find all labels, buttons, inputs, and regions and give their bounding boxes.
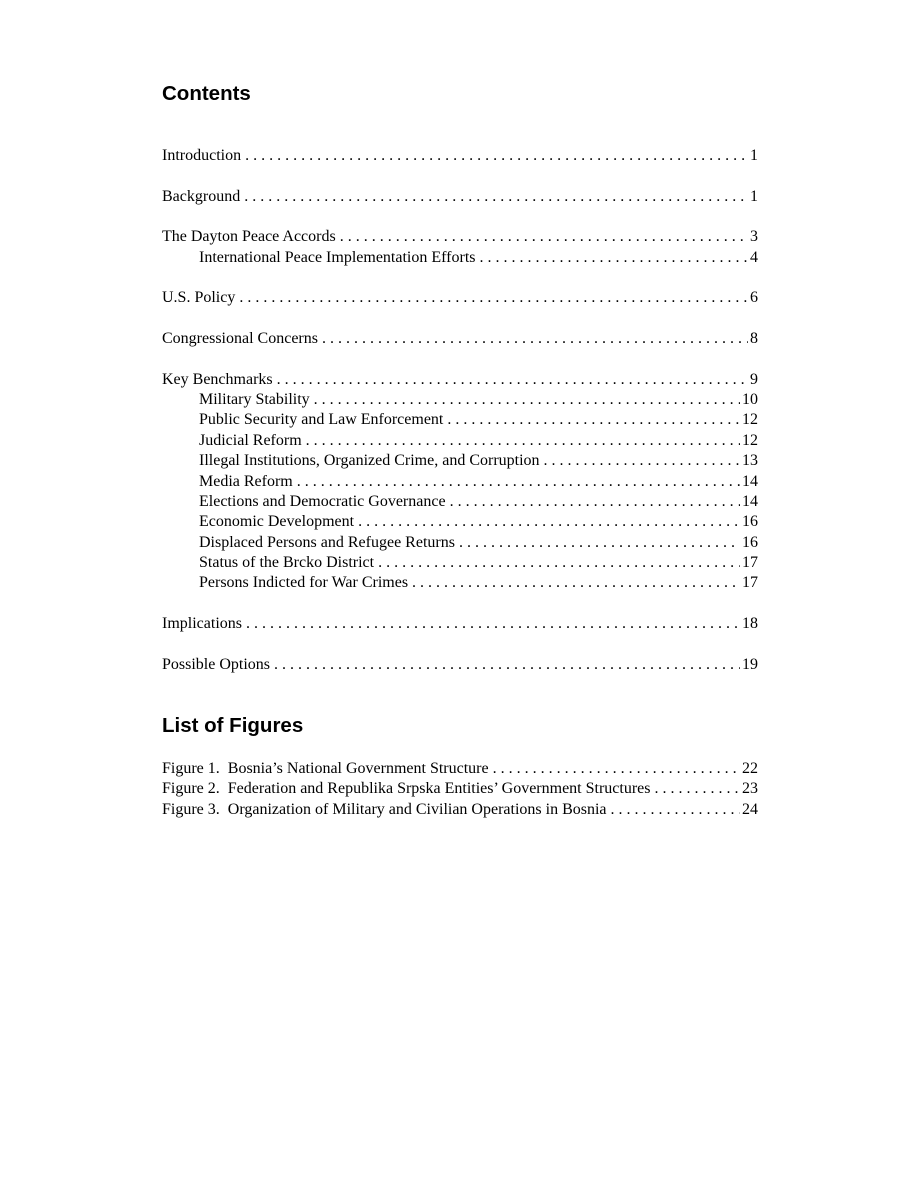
toc-entry-page: 14 [742, 472, 758, 490]
toc-entry-label: Introduction [162, 147, 242, 164]
dot-leader [493, 759, 740, 779]
toc-entry-label: U.S. Policy [162, 289, 236, 307]
figure-entry-1[interactable] [162, 759, 758, 779]
toc-entry-us-policy[interactable] [162, 288, 758, 308]
toc-entry-key-benchmarks[interactable] [162, 370, 758, 390]
toc-entry-page: 12 [742, 411, 758, 429]
dot-leader [322, 329, 748, 349]
toc-entry-possible-options[interactable] [162, 655, 758, 675]
toc-entry-page: 13 [742, 452, 758, 470]
toc-subentry-judicial-reform[interactable] [162, 431, 758, 451]
dot-leader [450, 492, 740, 512]
table-of-contents [162, 146, 758, 675]
dot-leader [314, 390, 740, 410]
toc-entry-page: 1 [750, 147, 758, 164]
toc-entry-page: 16 [742, 533, 758, 551]
toc-entry-implications[interactable] [162, 614, 758, 634]
toc-subentry-illegal-institutions[interactable] [162, 451, 758, 471]
dot-leader [412, 573, 740, 593]
figure-entry-label: Figure 1. Bosnia’s National Government Structure [162, 760, 489, 777]
toc-entry-label: Military Stability [199, 391, 310, 409]
toc-entry-label: Illegal Institutions, Organized Crime, and Corruption [199, 452, 540, 470]
toc-entry-label: The Dayton Peace Accords [162, 228, 336, 246]
toc-entry-label: Public Security and Law Enforcement [199, 411, 444, 429]
dot-leader [245, 146, 748, 166]
dot-leader [378, 553, 740, 573]
toc-entry-label: International Peace Implementation Efforts [199, 248, 476, 266]
toc-entry-label: Possible Options [162, 655, 271, 673]
toc-entry-label: Elections and Democratic Governance [199, 492, 446, 510]
dot-leader [306, 431, 740, 451]
dot-leader [480, 248, 749, 268]
toc-entry-page: 17 [742, 553, 758, 571]
dot-leader [277, 370, 748, 390]
toc-entry-background[interactable] [162, 187, 758, 207]
figure-entry-3[interactable] [162, 800, 758, 820]
toc-subentry-war-crimes[interactable] [162, 573, 758, 593]
toc-entry-page: 3 [750, 228, 758, 246]
toc-entry-page: 6 [750, 289, 758, 307]
toc-entry-label: Persons Indicted for War Crimes [199, 574, 409, 592]
toc-entry-page: 14 [742, 492, 758, 510]
toc-subentry-international-peace-implementation[interactable] [162, 248, 758, 268]
toc-entry-congressional-concerns[interactable] [162, 329, 758, 349]
dot-leader [611, 800, 740, 820]
toc-entry-page: 12 [742, 431, 758, 449]
figure-entry-label: Figure 2. Federation and Republika Srpska Entities’ Government Structures [162, 780, 651, 798]
dot-leader [340, 227, 748, 247]
list-of-figures [162, 759, 758, 820]
dot-leader [274, 655, 740, 675]
toc-entry-page: 8 [750, 330, 758, 348]
toc-subentry-brcko-district[interactable] [162, 553, 758, 573]
toc-entry-page: 16 [742, 513, 758, 531]
figure-entry-page: 24 [742, 800, 758, 818]
dot-leader [655, 779, 741, 799]
toc-entry-page: 18 [742, 614, 758, 632]
toc-entry-label: Key Benchmarks [162, 370, 273, 388]
toc-entry-page: 4 [750, 248, 758, 266]
toc-entry-label: Displaced Persons and Refugee Returns [199, 533, 455, 551]
toc-entry-label: Economic Development [199, 513, 355, 531]
dot-leader [246, 614, 740, 634]
contents-heading: Contents [162, 82, 251, 105]
dot-leader [358, 512, 740, 532]
dot-leader [447, 410, 740, 430]
figure-entry-label: Figure 3. Organization of Military and Civilian Operations in Bosnia [162, 800, 607, 818]
toc-entry-label: Background [162, 187, 241, 205]
toc-entry-label: Implications [162, 614, 242, 632]
toc-entry-label: Status of the Brcko District [199, 553, 375, 571]
toc-entry-dayton-peace-accords[interactable] [162, 227, 758, 247]
dot-leader [297, 472, 740, 492]
toc-entry-label: Media Reform [199, 472, 293, 490]
toc-subentry-elections[interactable] [162, 492, 758, 512]
dot-leader [244, 187, 748, 207]
toc-entry-page: 1 [750, 187, 758, 205]
toc-subentry-military-stability[interactable] [162, 390, 758, 410]
dot-leader [239, 288, 748, 308]
toc-entry-page: 17 [742, 574, 758, 592]
toc-entry-page: 19 [742, 655, 758, 673]
dot-leader [459, 533, 740, 553]
toc-entry-label: Judicial Reform [199, 431, 302, 449]
toc-subentry-economic-development[interactable] [162, 512, 758, 532]
figure-entry-2[interactable] [162, 779, 758, 799]
toc-subentry-displaced-persons[interactable] [162, 533, 758, 553]
toc-entry-introduction[interactable] [162, 146, 758, 166]
toc-subentry-public-security[interactable] [162, 410, 758, 430]
toc-entry-page: 10 [742, 391, 758, 409]
toc-subentry-media-reform[interactable] [162, 472, 758, 492]
toc-entry-label: Congressional Concerns [162, 330, 318, 348]
toc-entry-page: 9 [750, 370, 758, 388]
figure-entry-page: 23 [742, 780, 758, 798]
dot-leader [544, 451, 740, 471]
list-of-figures-heading: List of Figures [162, 714, 304, 737]
figure-entry-page: 22 [742, 760, 758, 777]
